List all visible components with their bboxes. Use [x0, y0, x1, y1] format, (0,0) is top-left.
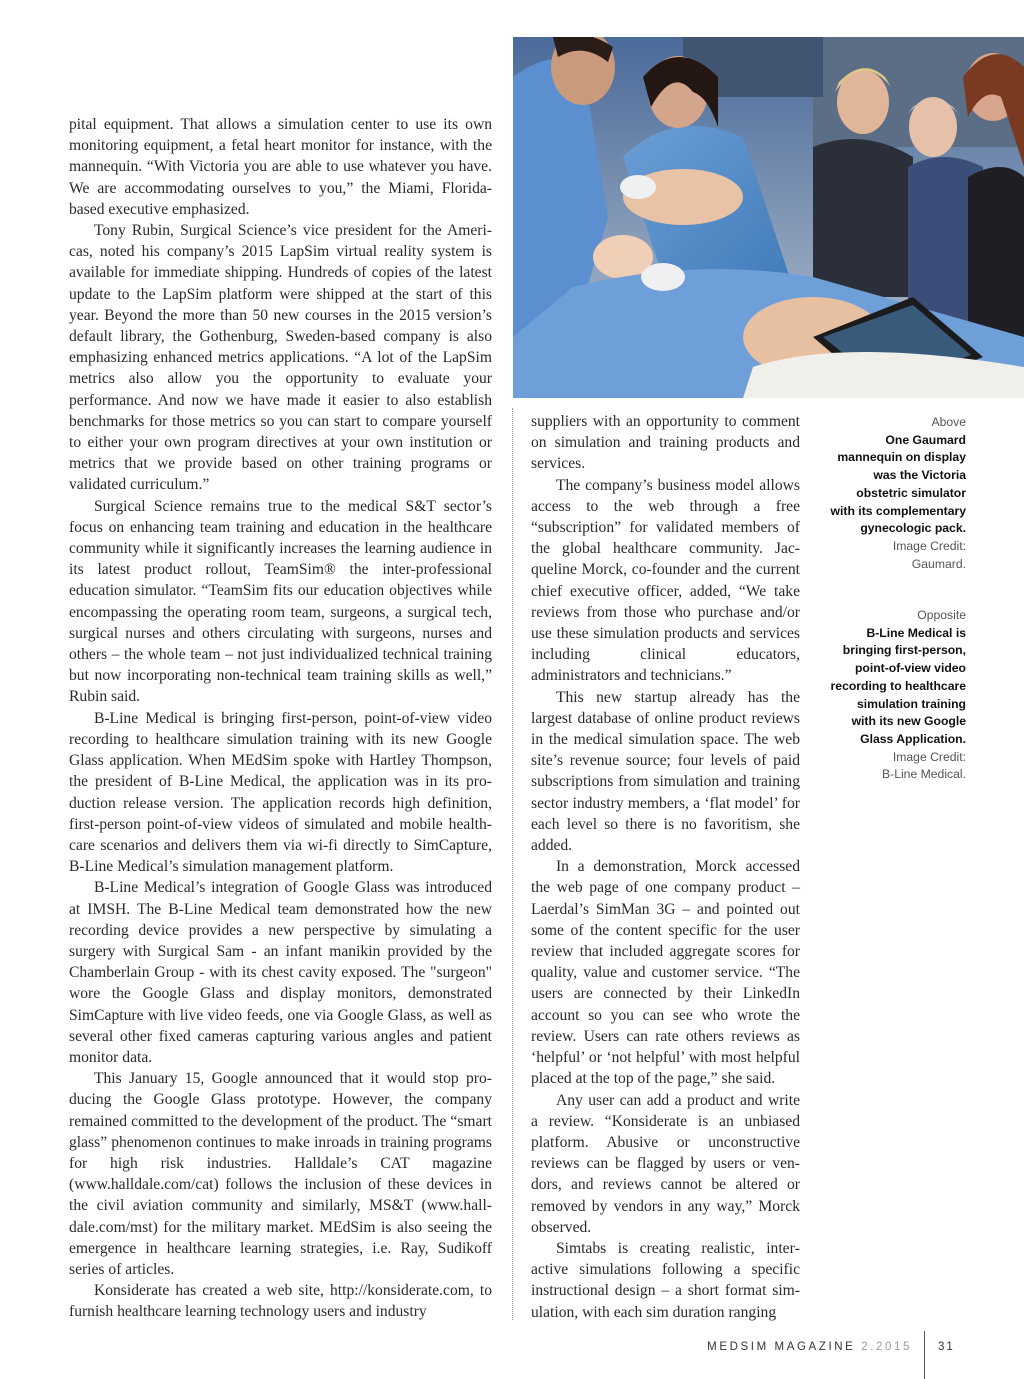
footer-divider — [924, 1331, 925, 1379]
caption-label: Opposite — [917, 608, 966, 622]
photo-illustration — [513, 37, 1024, 398]
paragraph: suppliers with an opportunity to comment on simulation and training products and services. — [531, 413, 800, 473]
paragraph: This January 15, Google announced that it would stop producing the Google Glass prototype. However, the company remained committed to the development of the product. The “smart glass” phenomenon continues to make inroads in training programs for high risk industries. Halldale’s CAT magazine (www.halldale.com/cat) follows the inclusion of these devices in the civil aviation community and similarly, MS&T (www.halldale.com/mst) for the military market. MEdSim is also seeing the emergence in healthcare learning strategies, i.e. Ray, Sudikoff series of articles. — [69, 1070, 492, 1278]
paragraph: B-Line Medical is bringing first-person, point-of-view video recording to healthcare simulation training with its new Google Glass application. When MEdSim spoke with Hartley Thompson, the president of B-Line Medical, the application was in its production release version. The application records high definition, first-person point-of-view videos of simulated and mobile healthcare scenarios and delivers them via wi-fi directly to SimCapture, B-Line Medical’s simulation management platform. — [69, 709, 492, 876]
caption-credit: Gaumard. — [911, 556, 966, 571]
magazine-name: MEDSIM MAGAZINE — [707, 1341, 856, 1353]
caption-text: B-Line Medical is bringing first-person, point-of-view video recording to healthcare simulation training with its new Google Glass Application. — [830, 625, 966, 746]
paragraph: Simtabs is creating realistic, interactive simulations following a specific instructional design – a short format simulation, with each sim duration ranging — [531, 1239, 800, 1321]
page-number: 31 — [938, 1341, 955, 1353]
paragraph: Any user can add a product and write a review. “Konsiderate is an unbiased platform. Abusive or unconstructive reviews can be flagged by users or vendors, and reviews cannot be altered or removed by vendors in any way,” Morck observed. — [531, 1091, 800, 1236]
photo-caption-above — [830, 414, 966, 573]
caption-credit-label: Image Credit: — [892, 538, 966, 553]
column-divider — [512, 408, 513, 1320]
article-column-2 — [531, 411, 800, 1323]
page-footer — [640, 1341, 912, 1353]
paragraph: Tony Rubin, Surgical Science’s vice president for the Americas, noted his company’s 2015 LapSim virtual reality system is available for immediate shipping. Hundreds of copies of the latest update to the LapSim platform were shipped at the start of this year. Beyond the more than 50 new courses in the 2015 version’s default library, the Gothenburg, Sweden-based company is also emphasizing enhanced metrics applications. “A lot of the LapSim metrics also allow you the opportunity to evaluate your performance. And now we have made it easier to also establish benchmarks for those metrics so you can start to compare yourself to either your own program directives at your own institution or metrics that we provide based on other training programs or validated curriculum.” — [69, 222, 492, 494]
paragraph: pital equipment. That allows a simulation center to use its own monitoring equipment, a fetal heart monitor for instance, with the mannequin. “With Victoria you are able to use whatever you have. We are accommodating ourselves to you,” the Miami, Florida-based executive emphasized. — [69, 116, 492, 218]
paragraph: In a demonstration, Morck accessed the web page of one company product – Laerdal’s SimMan 3G – and pointed out some of the content specific for the user review that included aggregate scores for quality, value and customer service. “The users are connected by their LinkedIn account so you can see who wrote the review. Users can rate others reviews as ‘helpful’ or ‘not helpful’ with most helpful placed at the top of the page,” she said. — [531, 858, 800, 1088]
caption-text: One Gaumard mannequin on display was the Victoria obstetric simulator with its complementary gynecologic pack. — [830, 432, 966, 536]
paragraph: Konsiderate has created a web site, http://konsiderate.com, to furnish healthcare learning technology users and industry — [69, 1282, 492, 1321]
paragraph: B-Line Medical’s integration of Google Glass was introduced at IMSH. The B-Line Medical team demonstrated how the new recording device provides a new perspective by simulating a surgery with Surgical Sam - an infant manikin provided by the Chamberlain Group - with its chest cavity exposed. The "surgeon" wore the Google Glass and display monitors, demonstrated SimCapture with live video feeds, one via Google Glass, as well as several other fixed cameras capturing various angles and patient monitor data. — [69, 879, 492, 1066]
caption-credit: B-Line Medical. — [882, 767, 966, 782]
article-photo — [513, 37, 1024, 398]
paragraph: This new startup already has the largest database of online product reviews in the medical simulation space. The web site’s revenue source; four levels of paid subscriptions from simulation and training sector industry members, a ‘flat model’ for each level so there is no favoritism, she added. — [531, 688, 800, 855]
caption-credit-label: Image Credit: — [892, 749, 966, 764]
paragraph: The company’s business model allows access to the web through a free “subscription” for validated members of the global healthcare community. Jacqueline Morck, co-founder and the current chief executive officer, added, “We take reviews from those who purchase and/or use these simulation products and services including clinical educators, administrators and technicians.” — [531, 476, 800, 685]
issue-number: 2.2015 — [861, 1341, 912, 1353]
photo-caption-opposite — [830, 607, 966, 784]
paragraph: Surgical Science remains true to the medical S&T sector’s focus on enhancing team training and education in the healthcare community while it significantly increases the learning audience in its latest product rollout, TeamSim® the inter-professional education simulator. “TeamSim fits our education objectives while encompassing the operating room team, surgeons, a surgical tech, surgical nurses and others circulating with surgeons, nurses and others – the whole team – not just individualized technical training but now incorporating non-technical team training skills as well,” Rubin said. — [69, 497, 492, 706]
caption-label: Above — [931, 415, 966, 429]
article-column-1 — [69, 114, 492, 1323]
